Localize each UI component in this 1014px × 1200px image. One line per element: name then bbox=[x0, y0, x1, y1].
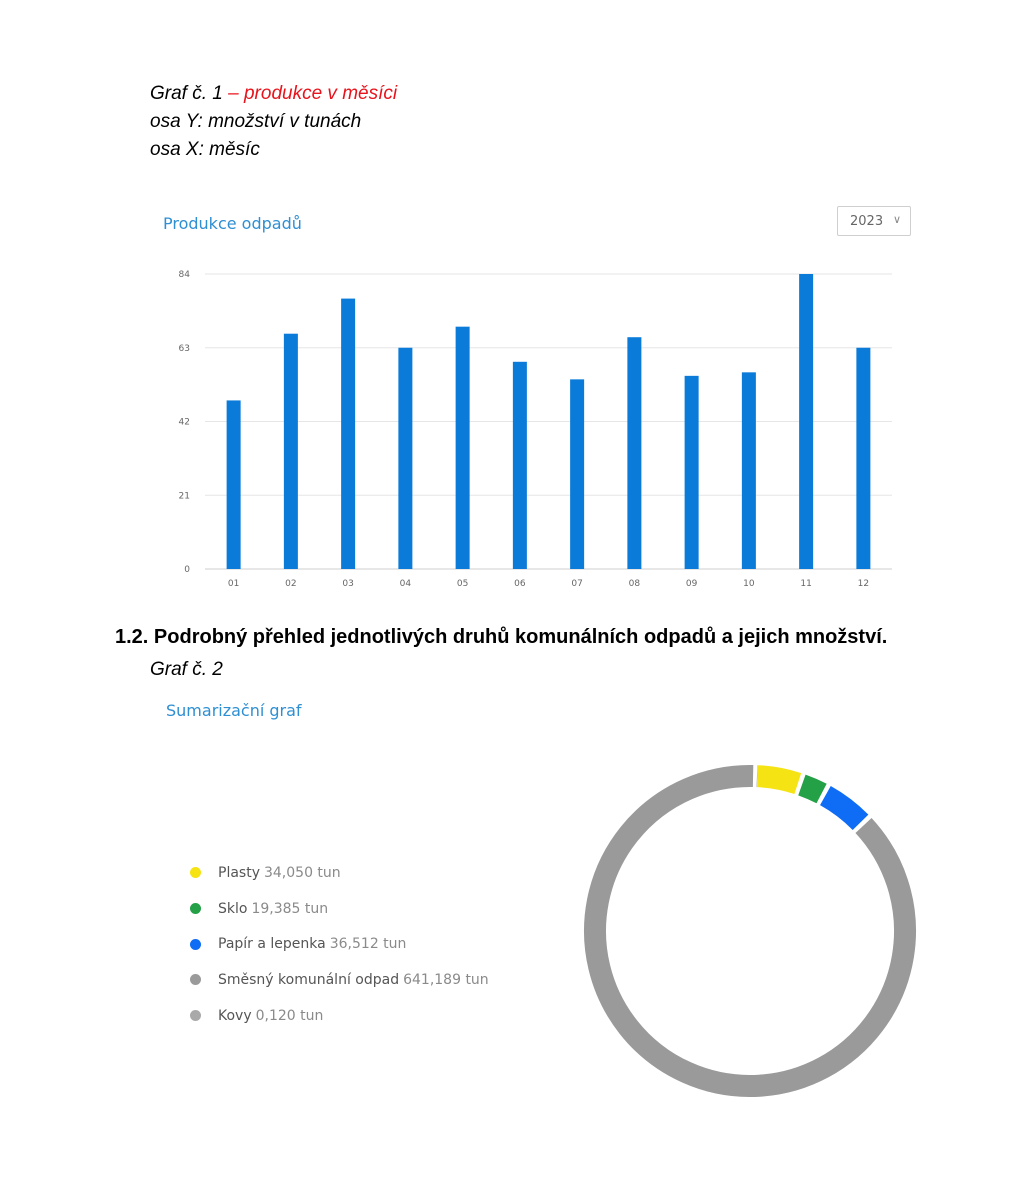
legend-dot-icon bbox=[190, 1010, 201, 1021]
y-tick-label: 42 bbox=[178, 417, 190, 428]
graf2-caption: Graf č. 2 bbox=[150, 659, 223, 680]
donut-slice-papír-a-lepenka bbox=[825, 796, 860, 823]
x-tick-label: 01 bbox=[227, 579, 240, 589]
x-tick-label: 05 bbox=[456, 579, 469, 589]
chevron-down-icon: ∨ bbox=[892, 213, 901, 226]
legend-dot-icon bbox=[190, 974, 201, 985]
donut-slice-směsný-komunální-odpad bbox=[595, 776, 905, 1086]
graf1-y-axis-note: osa Y: množství v tunách bbox=[150, 111, 362, 132]
x-tick-label: 03 bbox=[342, 579, 354, 589]
legend-label: Sklo bbox=[218, 900, 248, 917]
x-tick-label: 12 bbox=[857, 579, 870, 589]
bar-05 bbox=[456, 327, 470, 569]
bar-chart-title: Produkce odpadů bbox=[163, 214, 302, 233]
x-tick-label: 07 bbox=[571, 579, 583, 589]
legend-label: Plasty bbox=[218, 864, 260, 881]
legend-dot-icon bbox=[190, 903, 201, 914]
x-tick-label: 02 bbox=[285, 579, 297, 589]
legend-value: 641,189 tun bbox=[403, 971, 489, 988]
bar-09 bbox=[685, 376, 699, 569]
y-tick-label: 21 bbox=[178, 491, 190, 502]
y-tick-label: 84 bbox=[178, 270, 190, 280]
legend-item[interactable] bbox=[190, 998, 489, 1034]
x-tick-label: 08 bbox=[628, 579, 641, 589]
bar-01 bbox=[227, 400, 241, 569]
legend-value: 19,385 tun bbox=[251, 900, 329, 917]
legend-item[interactable] bbox=[190, 891, 489, 927]
x-tick-label: 09 bbox=[685, 579, 698, 589]
bar-06 bbox=[513, 362, 527, 569]
section-heading: 1.2. Podrobný přehled jednotlivých druhů komunálních odpadů a jejich množství. bbox=[115, 626, 888, 648]
legend-item[interactable] bbox=[190, 926, 489, 962]
y-tick-label: 0 bbox=[184, 565, 190, 575]
legend-label: Směsný komunální odpad bbox=[218, 971, 400, 988]
x-tick-label: 06 bbox=[514, 579, 526, 589]
legend-label: Kovy bbox=[218, 1007, 252, 1024]
bar-03 bbox=[341, 299, 355, 569]
bar-10 bbox=[742, 372, 756, 569]
graf1-caption-suffix: – produkce v měsíci bbox=[222, 83, 398, 104]
legend-value: 36,512 tun bbox=[329, 936, 407, 953]
donut-slice-sklo bbox=[802, 785, 822, 794]
graf1-caption-prefix: Graf č. 1 bbox=[150, 83, 223, 104]
pie-chart-title: Sumarizační graf bbox=[166, 701, 302, 720]
legend-label: Papír a lepenka bbox=[218, 936, 326, 953]
legend-value: 0,120 tun bbox=[255, 1007, 324, 1024]
bar-11 bbox=[799, 274, 813, 569]
bar-02 bbox=[284, 334, 298, 569]
y-tick-label: 63 bbox=[178, 343, 190, 354]
legend-item[interactable] bbox=[190, 855, 489, 891]
bar-04 bbox=[398, 348, 412, 569]
legend-value: 34,050 tun bbox=[263, 864, 341, 881]
x-tick-label: 11 bbox=[800, 579, 812, 589]
x-tick-label: 10 bbox=[743, 579, 755, 589]
x-tick-label: 04 bbox=[399, 579, 412, 589]
legend-dot-icon bbox=[190, 939, 201, 950]
legend-item[interactable] bbox=[190, 962, 489, 998]
bar-12 bbox=[856, 348, 870, 569]
bar-07 bbox=[570, 379, 584, 569]
pie-legend bbox=[190, 855, 489, 1033]
graf1-x-axis-note: osa X: měsíc bbox=[150, 139, 260, 160]
bar-08 bbox=[627, 337, 641, 569]
year-select-value: 2023 bbox=[850, 213, 884, 229]
legend-dot-icon bbox=[190, 867, 201, 878]
donut-slice-plasty bbox=[758, 776, 798, 783]
